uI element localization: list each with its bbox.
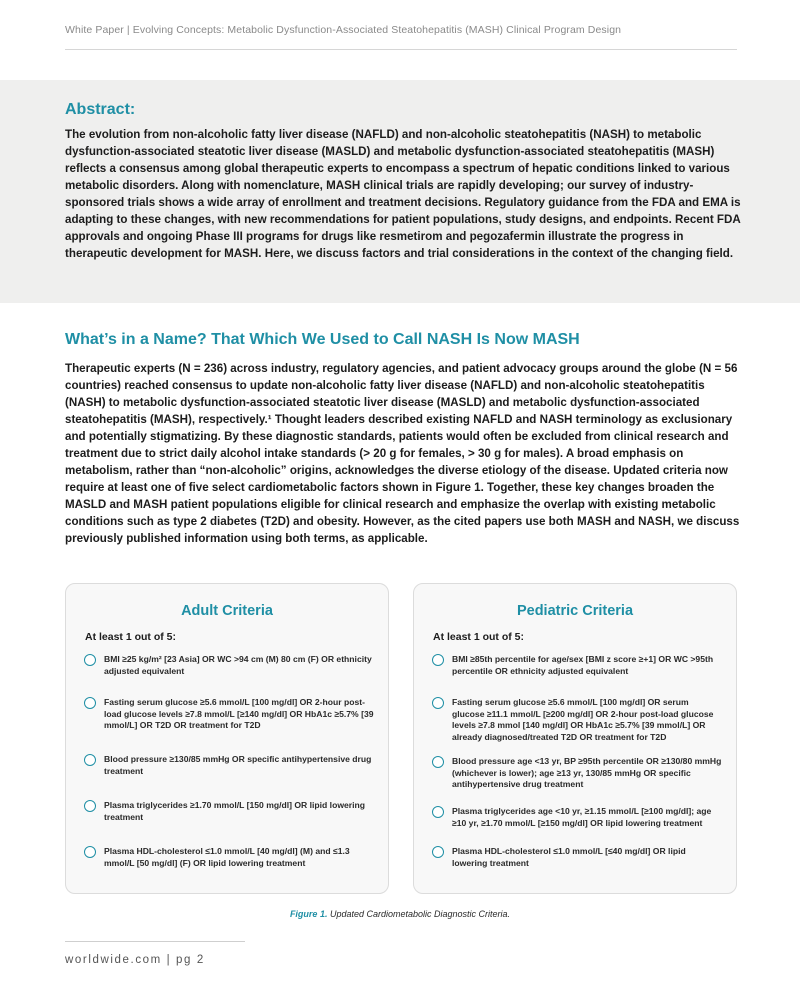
pediatric-criterion-triglycerides <box>432 806 722 829</box>
circle-bullet-icon <box>432 806 444 818</box>
section-body <box>65 360 741 547</box>
pediatric-criterion-text: Plasma HDL-cholesterol ≤1.0 mmol/L [≤40 mg/dl] OR lipid lowering treatment <box>452 846 686 868</box>
adult-criteria-title: Adult Criteria <box>181 603 273 619</box>
adult-criteria-card <box>65 583 389 894</box>
pediatric-criteria-subtitle: At least 1 out of 5: <box>433 631 525 643</box>
pediatric-criterion-bmi <box>432 654 722 677</box>
circle-bullet-icon <box>432 846 444 858</box>
circle-bullet-icon <box>84 754 96 766</box>
figure-caption <box>0 909 800 919</box>
adult-criterion-blood-pressure <box>84 754 374 777</box>
adult-criterion-triglycerides <box>84 800 374 823</box>
pediatric-criteria-title: Pediatric Criteria <box>516 603 634 619</box>
abstract-title: Abstract: <box>65 101 136 118</box>
pediatric-criterion-text: BMI ≥85th percentile for age/sex [BMI z score ≥+1] OR WC >95th percentile OR ethnicity adjusted equivalent <box>452 654 714 676</box>
circle-bullet-icon <box>84 654 96 666</box>
adult-criterion-text: BMI ≥25 kg/m² [23 Asia] OR WC >94 cm (M) 80 cm (F) OR ethnicity adjusted equivalent <box>104 654 372 676</box>
figure-reference: Figure 1. <box>435 481 484 494</box>
section-body-part2: Together, these key changes broaden the MASLD and MASH patient populations eligible for clinical research and emphasize the overlap with existing metabolic conditions such as type 2 diabetes (T2D) and obesity. However, as the cited papers use both MASH and NASH, we discuss previously published information using both terms, as applicable. <box>65 481 740 545</box>
adult-criteria-subtitle: At least 1 out of 5: <box>85 631 177 643</box>
circle-bullet-icon <box>84 697 96 709</box>
circle-bullet-icon <box>432 697 444 709</box>
adult-criterion-text: Fasting serum glucose ≥5.6 mmol/L [100 mg/dl] OR 2-hour post-load glucose levels ≥7.8 mmol/L [≥140 mg/dl] OR HbA1c ≥5.7% [39 mmol/L] OR T2D OR treatment for T2D <box>104 697 374 731</box>
header-divider <box>65 49 737 50</box>
figure-caption-label: Figure 1. <box>289 909 328 919</box>
abstract-body: The evolution from non-alcoholic fatty liver disease (NAFLD) and non-alcoholic steatohepatitis (NASH) to metabolic dysfunction-associated steatotic liver disease (MASLD) and metabolic dysfunction-associated steatohepatitis (MASH) reflects a consensus among global therapeutic experts to encompass a spectrum of hepatic conditions linked to various metabolic disorders. Along with nomenclature, MASH clinical trials are rapidly developing; our survey of industry-sponsored trials shows a wide array of enrollment and treatment decisions. Regulatory guidance from the FDA and EMA is adapting to these changes, with new recommendations for patient populations, study designs, and endpoints. Recent FDA approvals and ongoing Phase III programs for drugs like resmetirom and pegozafermin illustrate the progress in therapeutic development for MASH. Here, we discuss factors and trial considerations in the context of the changing field. <box>65 128 741 260</box>
pediatric-criterion-blood-pressure <box>432 756 722 791</box>
page-footer: worldwide.com | pg 2 <box>65 954 205 966</box>
pediatric-criteria-card <box>413 583 737 894</box>
adult-criterion-glucose <box>84 697 374 732</box>
pediatric-criterion-text: Fasting serum glucose ≥5.6 mmol/L [100 mg/dl] OR serum glucose ≥11.1 mmol/L [≥200 mg/dl] OR 2-hour post-load glucose levels ≥7.8 mmol [140 mg/dl] OR HbA1c ≥5.7% [39 mmol/L] OR already diagnosed/treated T2D OR treatment for T2D <box>452 697 714 742</box>
section-body-part1: Therapeutic experts (N = 236) across industry, regulatory agencies, and patient advocacy groups around the globe (N = 56 countries) reached consensus to update non-alcoholic fatty liver disease (NAFLD) and non-alcoholic steatohepatitis (NASH) to metabolic dysfunction-associated steatotic liver disease (MASLD) and metabolic dysfunction-associated steatohepatitis (MASH), respectively.¹ Thought leaders described existing NAFLD and NASH terminology as exclusionary and potentially stigmatizing. By these diagnostic standards, patients would often be excluded from clinical research and treatment due to strict daily alcohol intake standards (> 20 g for females, > 30 g for males). A broad emphasis on metabolism, rather than “non-alcoholic” origins, acknowledges the diverse etiology of the disease. Updated criteria now require at least one of five select cardiometabolic factors shown in <box>65 362 738 494</box>
pediatric-criterion-glucose <box>432 697 722 743</box>
footer-divider <box>65 941 245 942</box>
circle-bullet-icon <box>84 846 96 858</box>
pediatric-criterion-text: Plasma triglycerides age <10 yr, ≥1.15 mmol/L [≥100 mg/dl]; age ≥10 yr, ≥1.70 mmol/L [≥150 mg/dl] OR lipid lowering treatment <box>452 806 712 828</box>
adult-criterion-bmi <box>84 654 374 677</box>
circle-bullet-icon <box>432 654 444 666</box>
adult-criterion-text: Plasma triglycerides ≥1.70 mmol/L [150 mg/dl] OR lipid lowering treatment <box>104 800 366 822</box>
pediatric-criterion-text: Blood pressure age <13 yr, BP ≥95th percentile OR ≥130/80 mmHg (whichever is lower); age ≥13 yr, 130/85 mmHg OR specific antihypertensive drug treatment <box>452 756 722 790</box>
section-title: What’s in a Name? That Which We Used to Call NASH Is Now MASH <box>65 331 580 348</box>
pediatric-criterion-hdl <box>432 846 722 869</box>
page-header: White Paper | Evolving Concepts: Metabolic Dysfunction-Associated Steatohepatitis (MASH) Clinical Program Design <box>65 24 622 36</box>
adult-criterion-hdl <box>84 846 374 869</box>
figure-caption-text: Updated Cardiometabolic Diagnostic Criteria. <box>327 909 511 919</box>
adult-criterion-text: Plasma HDL-cholesterol ≤1.0 mmol/L [40 mg/dl] (M) and ≤1.3 mmol/L [50 mg/dl] (F) OR lipid lowering treatment <box>104 846 350 868</box>
circle-bullet-icon <box>84 800 96 812</box>
adult-criterion-text: Blood pressure ≥130/85 mmHg OR specific antihypertensive drug treatment <box>104 754 372 776</box>
circle-bullet-icon <box>432 756 444 768</box>
